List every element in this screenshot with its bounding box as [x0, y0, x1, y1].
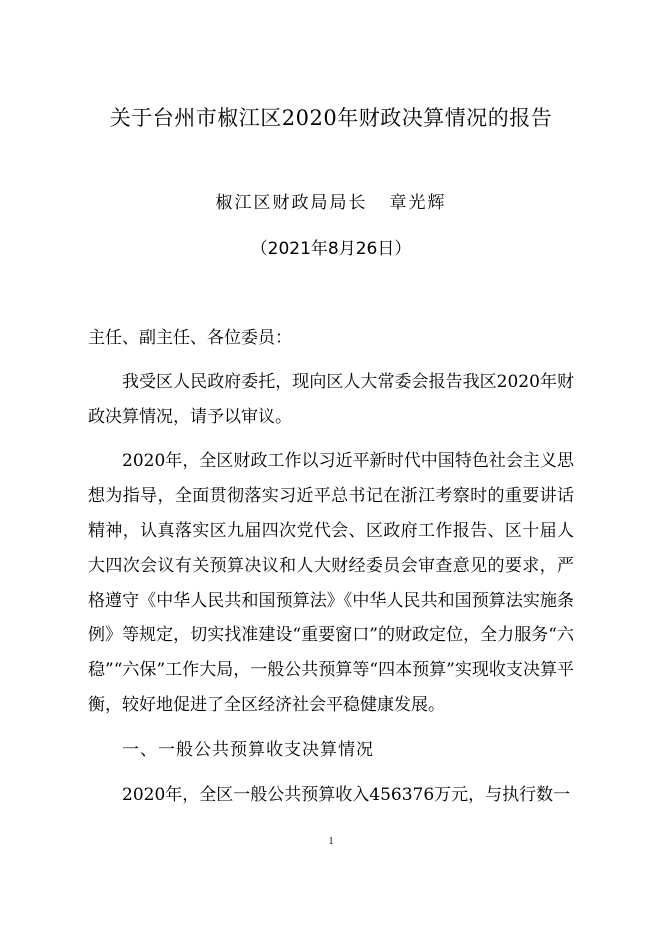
salutation: 主任、副主任、各位委员： — [88, 328, 292, 348]
page-number: 1 — [328, 836, 334, 847]
section-heading: 一、一般公共预算收支决算情况 — [122, 739, 374, 760]
author-role: 椒江区财政局局长 — [215, 193, 368, 213]
report-date: （2021年8月26日） — [250, 239, 412, 259]
paragraph-intro: 我受区人民政府委托，现向区人大常委会报告我区2020年财政决算情况，请予以审议。 — [88, 371, 574, 427]
author-line — [0, 190, 662, 216]
paragraph-budget-revenue: 2020年，全区一般公共预算收入456376万元，与执行数一 — [122, 784, 571, 805]
document-title: 关于台州市椒江区2020年财政决算情况的报告 — [109, 106, 553, 130]
document-body — [88, 321, 574, 812]
author-name: 章光辉 — [389, 193, 447, 213]
paragraph-overview: 2020年，全区财政工作以习近平新时代中国特色社会主义思想为指导，全面贯彻落实习近平总书记在浙江考察时的重要讲话精神，认真落实区九届四次党代会、区政府工作报告、区十届人大四次会议有关预算决议和人大财经委员会审查意见的要求，严格遵守《中华人民共和国预算法》《中华人民共和国预算法实施条例》等规定，切实找准建设“重要窗口”的财政定位，全力服务“六稳”“六保”工作大局，一般公共预算等“四本预算”实现收支决算平衡，较好地促进了全区经济社会平稳健康发展。 — [88, 451, 574, 715]
